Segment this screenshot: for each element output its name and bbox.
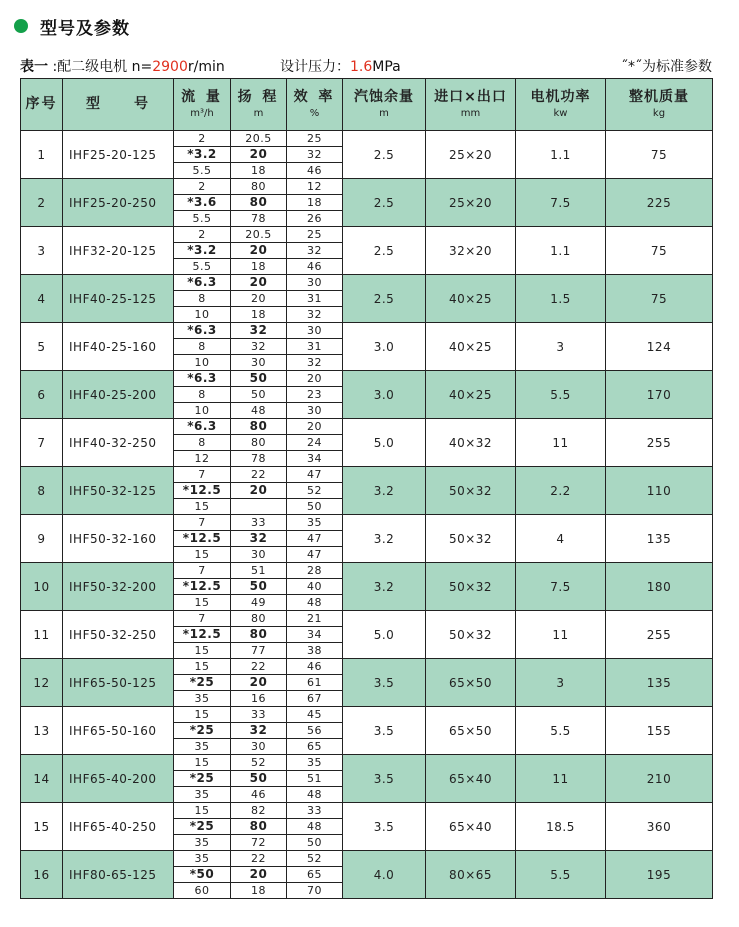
row-index: 14	[21, 755, 63, 803]
npsh-cell: 3.0	[343, 323, 426, 371]
mass-cell: 75	[606, 275, 713, 323]
flow-cell: 2	[174, 227, 231, 243]
ports-cell: 32×20	[426, 227, 516, 275]
mass-cell: 75	[606, 131, 713, 179]
row-index: 16	[21, 851, 63, 899]
efficiency-cell: 30	[287, 275, 343, 291]
flow-cell: 10	[174, 355, 231, 371]
npsh-cell: 2.5	[343, 131, 426, 179]
motor-speed-value: 2900	[152, 59, 188, 75]
table-row	[21, 755, 713, 771]
row-model: IHF50-32-200	[63, 563, 174, 611]
row-index: 9	[21, 515, 63, 563]
ports-cell: 40×25	[426, 371, 516, 419]
head-cell: 80	[231, 195, 287, 211]
ports-cell: 25×20	[426, 131, 516, 179]
flow-cell: 15	[174, 755, 231, 771]
mass-cell: 75	[606, 227, 713, 275]
standard-note: ˝*˝为标准参数	[621, 59, 712, 75]
power-cell: 2.2	[516, 467, 606, 515]
flow-cell: *6.3	[174, 323, 231, 339]
header-index: 序号	[21, 79, 63, 131]
head-cell: 32	[231, 531, 287, 547]
head-cell: 33	[231, 515, 287, 531]
flow-cell: 7	[174, 563, 231, 579]
mass-cell: 170	[606, 371, 713, 419]
head-cell	[231, 499, 287, 515]
table-row	[21, 227, 713, 243]
flow-cell: *12.5	[174, 627, 231, 643]
flow-cell: *6.3	[174, 419, 231, 435]
row-index: 8	[21, 467, 63, 515]
head-cell: 20	[231, 675, 287, 691]
table-row	[21, 611, 713, 627]
efficiency-cell: 61	[287, 675, 343, 691]
efficiency-cell: 12	[287, 179, 343, 195]
row-index: 12	[21, 659, 63, 707]
efficiency-cell: 35	[287, 515, 343, 531]
row-model: IHF40-25-160	[63, 323, 174, 371]
power-cell: 11	[516, 419, 606, 467]
power-cell: 7.5	[516, 563, 606, 611]
head-cell: 51	[231, 563, 287, 579]
table-row	[21, 515, 713, 531]
flow-cell: 8	[174, 339, 231, 355]
flow-cell: 5.5	[174, 163, 231, 179]
row-model: IHF50-32-250	[63, 611, 174, 659]
power-cell: 5.5	[516, 851, 606, 899]
efficiency-cell: 45	[287, 707, 343, 723]
row-index: 2	[21, 179, 63, 227]
table-label: 表一	[20, 59, 48, 75]
power-cell: 4	[516, 515, 606, 563]
npsh-cell: 3.5	[343, 707, 426, 755]
head-cell: 49	[231, 595, 287, 611]
npsh-cell: 3.0	[343, 371, 426, 419]
head-cell: 30	[231, 739, 287, 755]
flow-cell: 2	[174, 179, 231, 195]
efficiency-cell: 32	[287, 147, 343, 163]
efficiency-cell: 32	[287, 243, 343, 259]
flow-cell: 8	[174, 435, 231, 451]
flow-cell: 15	[174, 643, 231, 659]
ports-cell: 65×40	[426, 755, 516, 803]
mass-cell: 255	[606, 611, 713, 659]
efficiency-cell: 30	[287, 323, 343, 339]
efficiency-cell: 40	[287, 579, 343, 595]
table-caption	[20, 56, 712, 76]
row-model: IHF50-32-160	[63, 515, 174, 563]
head-cell: 48	[231, 403, 287, 419]
head-cell: 18	[231, 259, 287, 275]
table-header-row	[21, 79, 713, 131]
ports-cell: 50×32	[426, 515, 516, 563]
flow-cell: 12	[174, 451, 231, 467]
efficiency-cell: 56	[287, 723, 343, 739]
mass-cell: 225	[606, 179, 713, 227]
flow-cell: *3.6	[174, 195, 231, 211]
efficiency-cell: 34	[287, 627, 343, 643]
mass-cell: 360	[606, 803, 713, 851]
efficiency-cell: 18	[287, 195, 343, 211]
power-cell: 18.5	[516, 803, 606, 851]
head-cell: 18	[231, 307, 287, 323]
efficiency-cell: 38	[287, 643, 343, 659]
flow-cell: 10	[174, 403, 231, 419]
head-cell: 80	[231, 819, 287, 835]
ports-cell: 80×65	[426, 851, 516, 899]
efficiency-cell: 34	[287, 451, 343, 467]
flow-cell: 35	[174, 851, 231, 867]
head-cell: 20.5	[231, 227, 287, 243]
flow-cell: 15	[174, 499, 231, 515]
flow-cell: 8	[174, 387, 231, 403]
table-row	[21, 419, 713, 435]
header-flow: 流 量 m³/h	[174, 79, 231, 131]
header-head: 扬 程 m	[231, 79, 287, 131]
mass-cell: 255	[606, 419, 713, 467]
row-model: IHF32-20-125	[63, 227, 174, 275]
efficiency-cell: 48	[287, 595, 343, 611]
head-cell: 18	[231, 883, 287, 899]
mass-cell: 135	[606, 659, 713, 707]
table-row	[21, 179, 713, 195]
section-title-text: 型号及参数	[40, 18, 130, 39]
head-cell: 46	[231, 787, 287, 803]
flow-cell: 5.5	[174, 259, 231, 275]
pressure-label: 设计压力：	[280, 59, 350, 75]
flow-cell: 60	[174, 883, 231, 899]
mass-cell: 155	[606, 707, 713, 755]
efficiency-cell: 26	[287, 211, 343, 227]
efficiency-cell: 28	[287, 563, 343, 579]
head-cell: 52	[231, 755, 287, 771]
efficiency-cell: 70	[287, 883, 343, 899]
row-index: 4	[21, 275, 63, 323]
npsh-cell: 2.5	[343, 275, 426, 323]
head-cell: 50	[231, 771, 287, 787]
efficiency-cell: 30	[287, 403, 343, 419]
flow-cell: *12.5	[174, 483, 231, 499]
npsh-cell: 3.2	[343, 515, 426, 563]
ports-cell: 65×50	[426, 659, 516, 707]
head-cell: 20	[231, 867, 287, 883]
npsh-cell: 5.0	[343, 611, 426, 659]
motor-speed-unit: r/min	[187, 59, 225, 75]
head-cell: 78	[231, 451, 287, 467]
power-cell: 1.1	[516, 227, 606, 275]
flow-cell: *6.3	[174, 371, 231, 387]
header-ports: 进口×出口 mm	[426, 79, 516, 131]
efficiency-cell: 52	[287, 483, 343, 499]
head-cell: 77	[231, 643, 287, 659]
efficiency-cell: 46	[287, 163, 343, 179]
flow-cell: 35	[174, 739, 231, 755]
table-row	[21, 275, 713, 291]
efficiency-cell: 33	[287, 803, 343, 819]
efficiency-cell: 52	[287, 851, 343, 867]
ports-cell: 40×32	[426, 419, 516, 467]
power-cell: 3	[516, 323, 606, 371]
table-row	[21, 371, 713, 387]
efficiency-cell: 20	[287, 371, 343, 387]
mass-cell: 124	[606, 323, 713, 371]
npsh-cell: 3.5	[343, 803, 426, 851]
head-cell: 22	[231, 467, 287, 483]
head-cell: 80	[231, 627, 287, 643]
flow-cell: 35	[174, 787, 231, 803]
table-row	[21, 323, 713, 339]
header-power: 电机功率 kw	[516, 79, 606, 131]
row-index: 7	[21, 419, 63, 467]
efficiency-cell: 31	[287, 339, 343, 355]
efficiency-cell: 67	[287, 691, 343, 707]
flow-cell: 2	[174, 131, 231, 147]
row-model: IHF40-25-125	[63, 275, 174, 323]
head-cell: 20	[231, 243, 287, 259]
row-index: 13	[21, 707, 63, 755]
header-mass: 整机质量 kg	[606, 79, 713, 131]
header-model: 型 号	[63, 79, 174, 131]
npsh-cell: 2.5	[343, 227, 426, 275]
efficiency-cell: 31	[287, 291, 343, 307]
efficiency-cell: 51	[287, 771, 343, 787]
efficiency-cell: 32	[287, 355, 343, 371]
flow-cell: *6.3	[174, 275, 231, 291]
efficiency-cell: 50	[287, 835, 343, 851]
pressure-unit: MPa	[372, 59, 401, 75]
efficiency-cell: 47	[287, 547, 343, 563]
head-cell: 30	[231, 547, 287, 563]
efficiency-cell: 25	[287, 131, 343, 147]
npsh-cell: 3.5	[343, 755, 426, 803]
efficiency-cell: 48	[287, 787, 343, 803]
row-model: IHF50-32-125	[63, 467, 174, 515]
mass-cell: 210	[606, 755, 713, 803]
section-title	[14, 14, 130, 38]
head-cell: 20	[231, 275, 287, 291]
row-model: IHF80-65-125	[63, 851, 174, 899]
table-row	[21, 131, 713, 147]
header-efficiency: 效 率 %	[287, 79, 343, 131]
head-cell: 32	[231, 323, 287, 339]
row-model: IHF65-40-250	[63, 803, 174, 851]
ports-cell: 50×32	[426, 611, 516, 659]
table-row	[21, 467, 713, 483]
ports-cell: 40×25	[426, 275, 516, 323]
flow-cell: 7	[174, 611, 231, 627]
flow-cell: *12.5	[174, 579, 231, 595]
row-index: 1	[21, 131, 63, 179]
efficiency-cell: 25	[287, 227, 343, 243]
row-model: IHF25-20-250	[63, 179, 174, 227]
table-row	[21, 851, 713, 867]
power-cell: 5.5	[516, 371, 606, 419]
flow-cell: 5.5	[174, 211, 231, 227]
efficiency-cell: 48	[287, 819, 343, 835]
npsh-cell: 5.0	[343, 419, 426, 467]
row-model: IHF65-40-200	[63, 755, 174, 803]
head-cell: 30	[231, 355, 287, 371]
ports-cell: 25×20	[426, 179, 516, 227]
row-index: 10	[21, 563, 63, 611]
npsh-cell: 3.2	[343, 467, 426, 515]
flow-cell: *12.5	[174, 531, 231, 547]
head-cell: 80	[231, 611, 287, 627]
npsh-cell: 3.5	[343, 659, 426, 707]
row-index: 6	[21, 371, 63, 419]
ports-cell: 40×25	[426, 323, 516, 371]
flow-cell: 35	[174, 691, 231, 707]
flow-cell: *25	[174, 675, 231, 691]
mass-cell: 110	[606, 467, 713, 515]
head-cell: 50	[231, 371, 287, 387]
head-cell: 72	[231, 835, 287, 851]
ports-cell: 50×32	[426, 563, 516, 611]
flow-cell: 15	[174, 707, 231, 723]
head-cell: 50	[231, 579, 287, 595]
row-index: 11	[21, 611, 63, 659]
head-cell: 22	[231, 659, 287, 675]
power-cell: 11	[516, 755, 606, 803]
flow-cell: 15	[174, 659, 231, 675]
head-cell: 18	[231, 163, 287, 179]
efficiency-cell: 21	[287, 611, 343, 627]
power-cell: 7.5	[516, 179, 606, 227]
head-cell: 20	[231, 147, 287, 163]
head-cell: 16	[231, 691, 287, 707]
mass-cell: 195	[606, 851, 713, 899]
efficiency-cell: 35	[287, 755, 343, 771]
header-npsh: 汽蚀余量 m	[343, 79, 426, 131]
row-model: IHF25-20-125	[63, 131, 174, 179]
flow-cell: *3.2	[174, 147, 231, 163]
row-index: 15	[21, 803, 63, 851]
row-model: IHF65-50-125	[63, 659, 174, 707]
power-cell: 1.1	[516, 131, 606, 179]
efficiency-cell: 20	[287, 419, 343, 435]
ports-cell: 50×32	[426, 467, 516, 515]
npsh-cell: 4.0	[343, 851, 426, 899]
head-cell: 80	[231, 179, 287, 195]
power-cell: 11	[516, 611, 606, 659]
npsh-cell: 2.5	[343, 179, 426, 227]
flow-cell: 15	[174, 547, 231, 563]
efficiency-cell: 32	[287, 307, 343, 323]
power-cell: 3	[516, 659, 606, 707]
npsh-cell: 3.2	[343, 563, 426, 611]
power-cell: 5.5	[516, 707, 606, 755]
flow-cell: 8	[174, 291, 231, 307]
mass-cell: 135	[606, 515, 713, 563]
efficiency-cell: 47	[287, 467, 343, 483]
flow-cell: 15	[174, 803, 231, 819]
flow-cell: *25	[174, 819, 231, 835]
row-model: IHF40-25-200	[63, 371, 174, 419]
flow-cell: 7	[174, 515, 231, 531]
pump-parameter-table	[20, 78, 713, 899]
row-index: 3	[21, 227, 63, 275]
efficiency-cell: 47	[287, 531, 343, 547]
row-model: IHF40-32-250	[63, 419, 174, 467]
efficiency-cell: 46	[287, 659, 343, 675]
head-cell: 32	[231, 339, 287, 355]
head-cell: 20	[231, 291, 287, 307]
efficiency-cell: 65	[287, 739, 343, 755]
flow-cell: 10	[174, 307, 231, 323]
table-row	[21, 707, 713, 723]
flow-cell: *25	[174, 723, 231, 739]
ports-cell: 65×40	[426, 803, 516, 851]
head-cell: 20	[231, 483, 287, 499]
row-index: 5	[21, 323, 63, 371]
head-cell: 80	[231, 419, 287, 435]
efficiency-cell: 50	[287, 499, 343, 515]
efficiency-cell: 46	[287, 259, 343, 275]
efficiency-cell: 24	[287, 435, 343, 451]
flow-cell: *50	[174, 867, 231, 883]
head-cell: 50	[231, 387, 287, 403]
head-cell: 22	[231, 851, 287, 867]
head-cell: 32	[231, 723, 287, 739]
flow-cell: 15	[174, 595, 231, 611]
flow-cell: *3.2	[174, 243, 231, 259]
table-row	[21, 659, 713, 675]
motor-spec-prefix: :配二级电机 n=	[48, 59, 153, 75]
head-cell: 82	[231, 803, 287, 819]
mass-cell: 180	[606, 563, 713, 611]
table-row	[21, 803, 713, 819]
efficiency-cell: 23	[287, 387, 343, 403]
table-row	[21, 563, 713, 579]
power-cell: 1.5	[516, 275, 606, 323]
flow-cell: 35	[174, 835, 231, 851]
head-cell: 20.5	[231, 131, 287, 147]
efficiency-cell: 65	[287, 867, 343, 883]
flow-cell: 7	[174, 467, 231, 483]
head-cell: 33	[231, 707, 287, 723]
flow-cell: *25	[174, 771, 231, 787]
ports-cell: 65×50	[426, 707, 516, 755]
head-cell: 80	[231, 435, 287, 451]
head-cell: 78	[231, 211, 287, 227]
bullet-dot-icon	[14, 19, 28, 33]
pressure-value: 1.6	[350, 59, 373, 75]
row-model: IHF65-50-160	[63, 707, 174, 755]
